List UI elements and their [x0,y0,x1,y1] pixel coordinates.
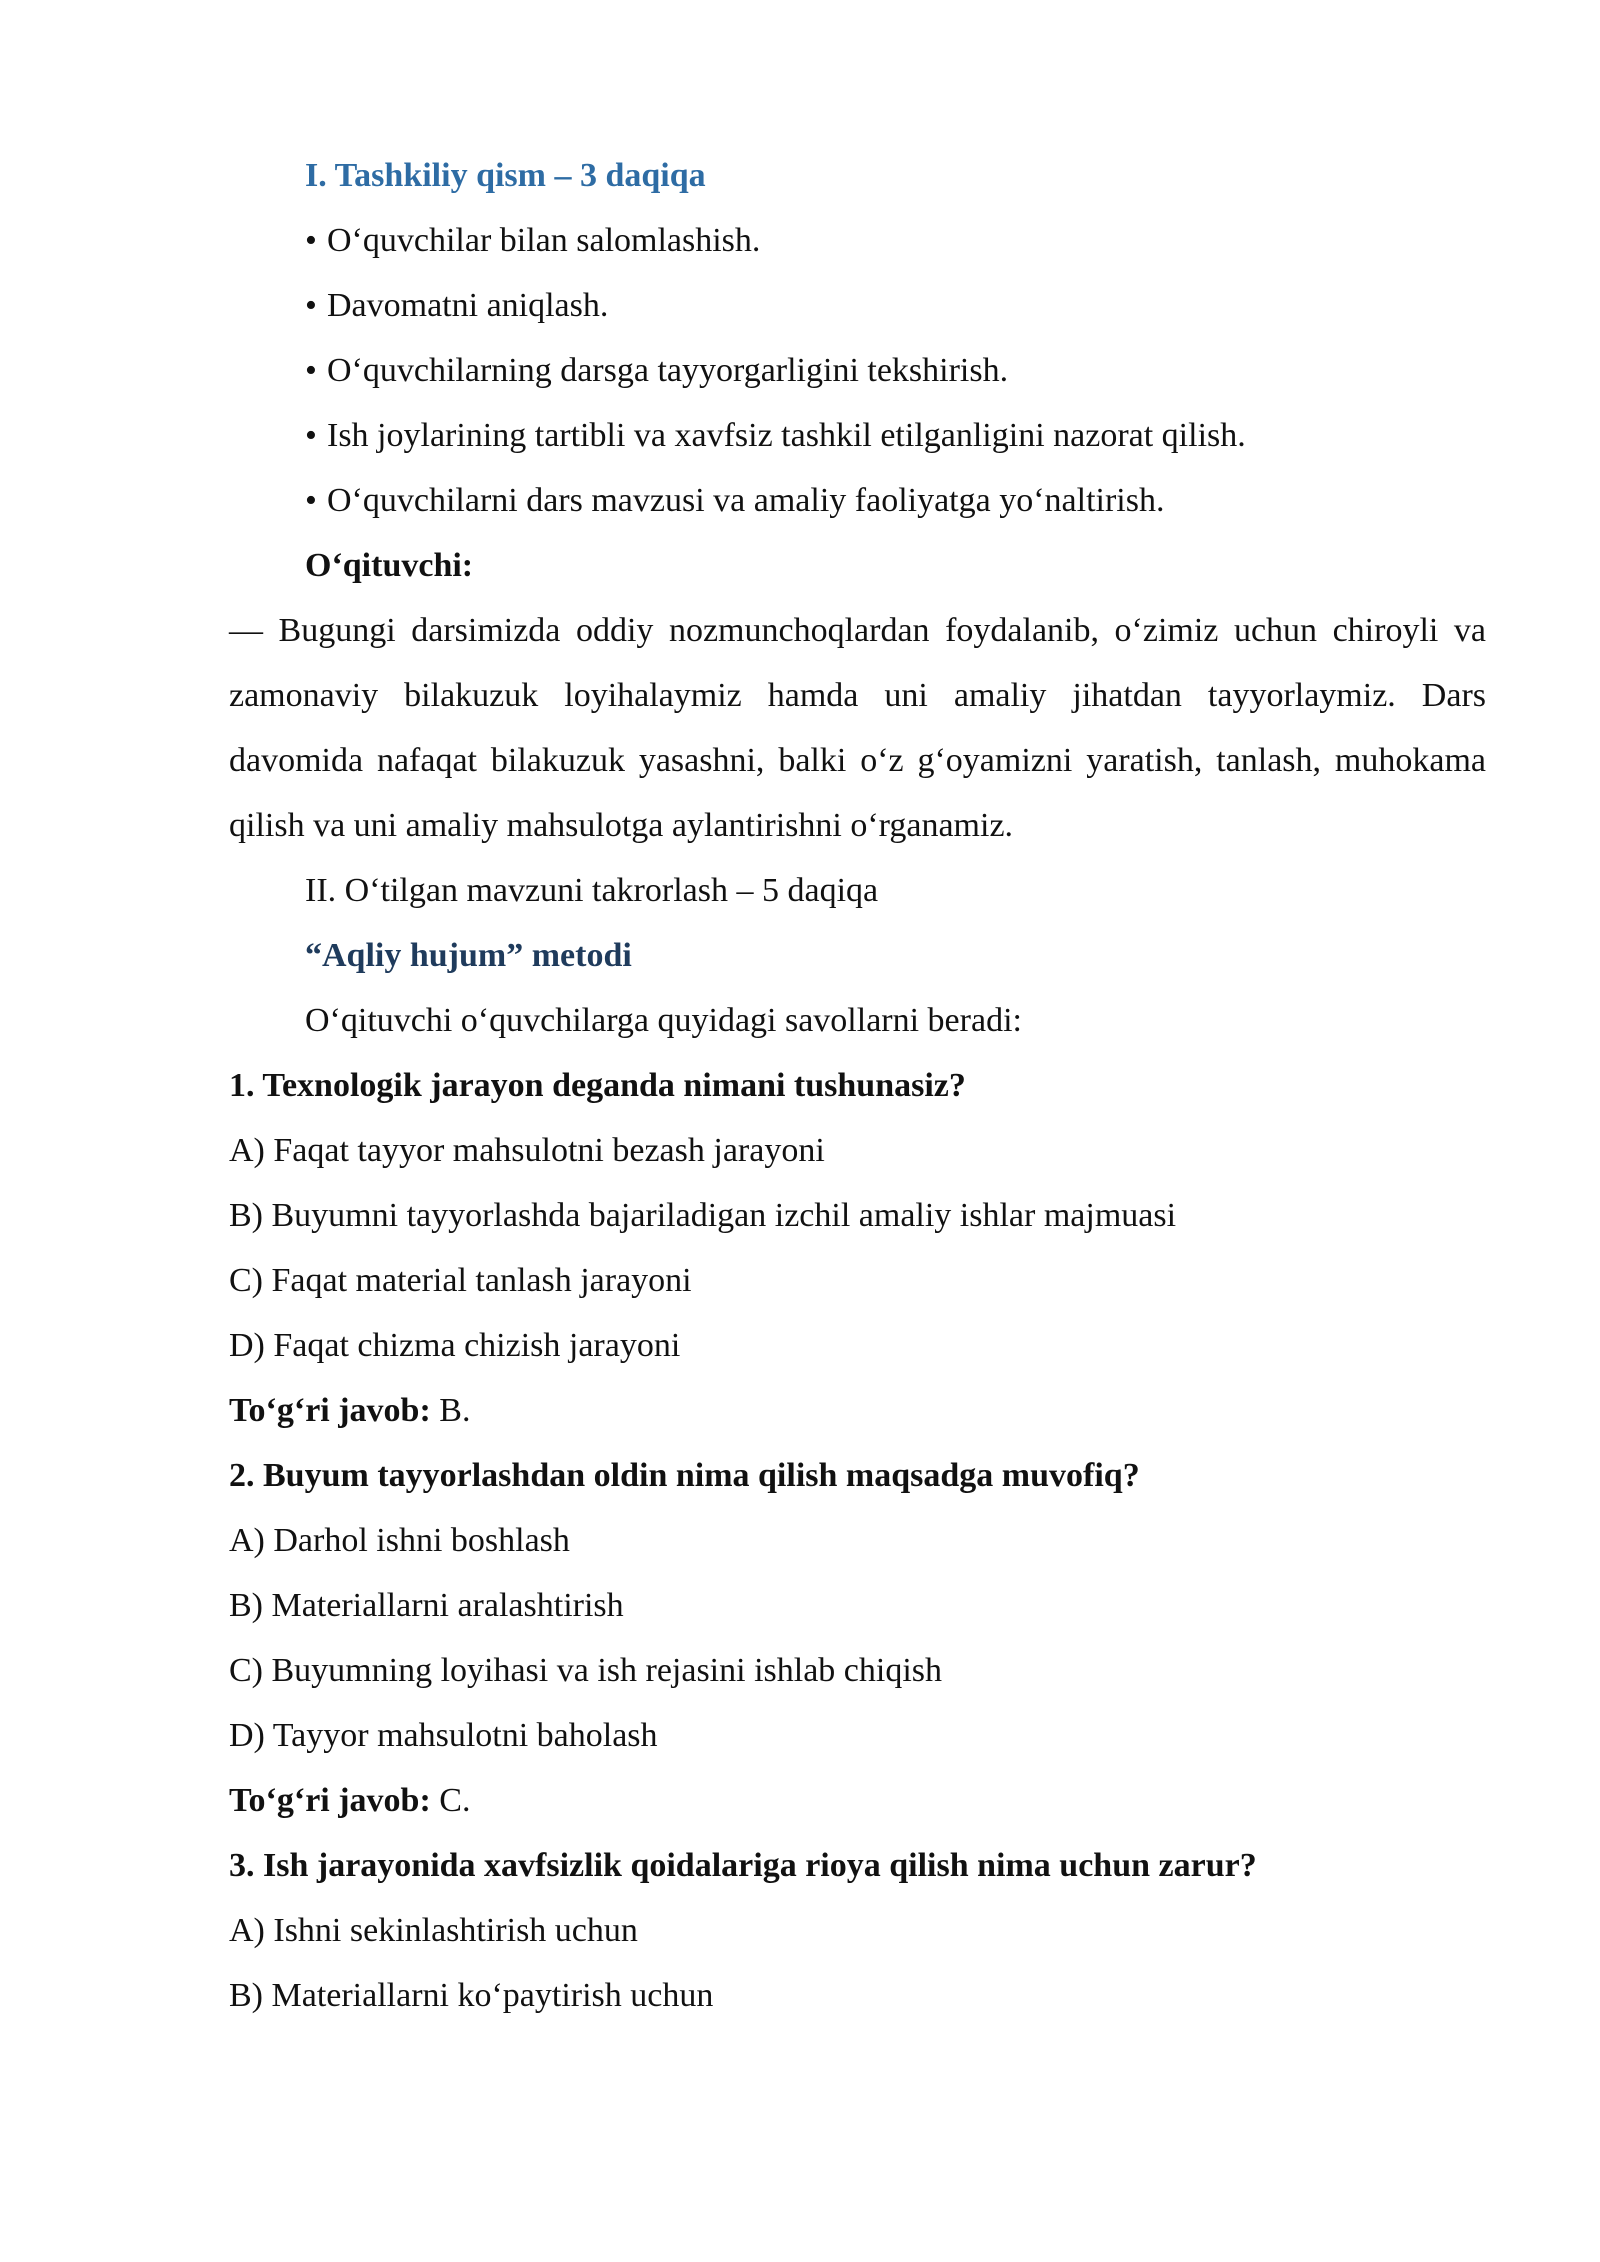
list-item-text: O‘quvchilarning darsga tayyorgarligini tekshirish. [327,352,1009,389]
bullet-symbol: • [305,222,317,259]
bullet-symbol: • [305,287,317,324]
answer-option: B) Buyumni tayyorlashda bajariladigan izchil amaliy ishlar majmuasi [229,1197,1177,1234]
section-heading-organizational: I. Tashkiliy qism – 3 daqiqa [305,157,706,194]
method-title: “Aqliy hujum” metodi [305,937,632,974]
bullet-symbol: • [305,417,317,454]
question-text: 1. Texnologik jarayon deganda nimani tushunasiz? [229,1067,966,1104]
correct-answer-value: C. [430,1782,471,1819]
list-item-text: Ish joylarining tartibli va xavfsiz tashkil etilganligini nazorat qilish. [327,417,1246,454]
question-block [229,1833,1486,2028]
correct-answer-value: B. [430,1392,471,1429]
correct-answer [229,1378,1486,1443]
answer-option: A) Ishni sekinlashtirish uchun [229,1912,638,1949]
answer-option: B) Materiallarni aralashtirish [229,1587,624,1624]
section-heading-review: II. O‘tilgan mavzuni takrorlash – 5 daqiqa [305,872,879,909]
answer-option: D) Tayyor mahsulotni baholash [229,1717,658,1754]
answer-option: A) Faqat tayyor mahsulotni bezash jarayoni [229,1132,825,1169]
answer-option: C) Buyumning loyihasi va ish rejasini ishlab chiqish [229,1652,943,1689]
bullet-symbol: • [305,352,317,389]
list-item-text: Davomatni aniqlash. [327,287,609,324]
question-block [229,1443,1486,1833]
correct-answer [229,1768,1486,1833]
question-text: 3. Ish jarayonida xavfsizlik qoidalariga rioya qilish nima uchun zarur? [229,1847,1257,1884]
answer-option: C) Faqat material tanlash jarayoni [229,1262,692,1299]
correct-answer-label: To‘g‘ri javob: [229,1782,431,1819]
bullet-list [229,208,1486,533]
answer-option: A) Darhol ishni boshlash [229,1522,570,1559]
list-item [229,468,1486,533]
answer-option: D) Faqat chizma chizish jarayoni [229,1327,681,1364]
correct-answer-label: To‘g‘ri javob: [229,1392,431,1429]
bullet-symbol: • [305,482,317,519]
teacher-speech-paragraph: — Bugungi darsimizda oddiy nozmunchoqlardan foydalanib, o‘zimiz uchun chiroyli va zamonaviy bilakuzuk loyihalaymiz hamda uni amaliy jihatdan tayyorlaymiz. Dars davomida nafaqat bilakuzuk yasashni, balki o‘z g‘oyamizni yaratish, tanlash, muhokama qilish va uni amaliy mahsulotga aylantirishni o‘rganamiz. [229,612,1486,844]
teacher-label: O‘qituvchi: [305,547,474,584]
list-item [229,338,1486,403]
list-item [229,208,1486,273]
list-item [229,403,1486,468]
question-block [229,1053,1486,1443]
method-intro: O‘qituvchi o‘quvchilarga quyidagi savollarni beradi: [305,1002,1022,1039]
question-text: 2. Buyum tayyorlashdan oldin nima qilish maqsadga muvofiq? [229,1457,1140,1494]
list-item-text: O‘quvchilar bilan salomlashish. [327,222,761,259]
list-item-text: O‘quvchilarni dars mavzusi va amaliy faoliyatga yo‘naltirish. [327,482,1165,519]
document-content [229,143,1486,2028]
list-item [229,273,1486,338]
answer-option: B) Materiallarni ko‘paytirish uchun [229,1977,714,2014]
